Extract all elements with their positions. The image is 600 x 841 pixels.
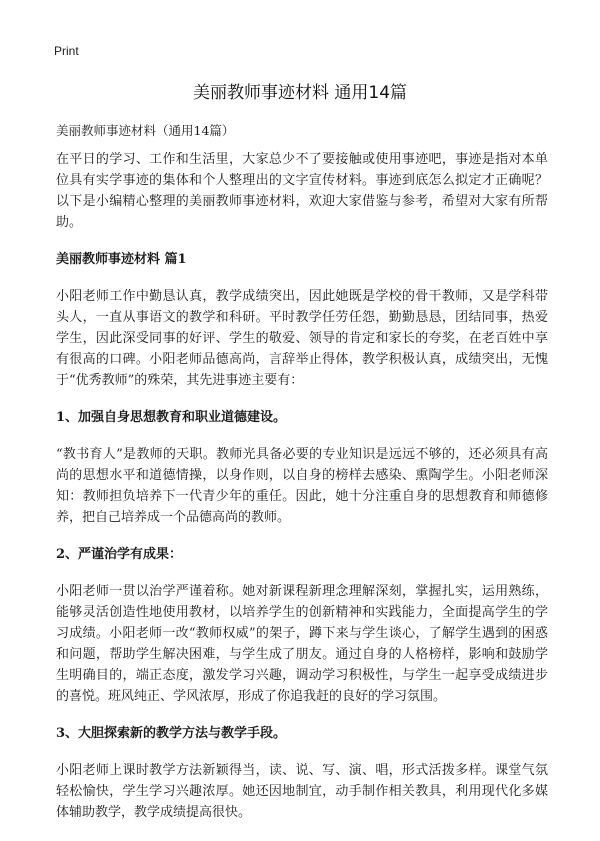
article-heading: 美丽教师事迹材料 篇1 [56, 252, 187, 267]
print-link[interactable]: Print [54, 44, 79, 58]
section-2-heading: 2、严谨治学有成果： [56, 547, 183, 562]
page-title: 美丽教师事迹材料 通用14篇 [192, 83, 408, 103]
article-intro-paragraph: 小阳老师工作中勤恳认真，教学成绩突出，因此她既是学校的骨干教师，又是学科带头人，一直从事语文的教学和科研。平时教学任劳任怨，勤勤恳恳，团结同事，热爱学生，因此深受同事的好评、学生的敬爱、领导的肯定和家长的夸奖，在老百姓中享有很高的口碑。小阳老师品德高尚，言辞举止得体，教学积极认真，成绩突出，无愧于“优秀教师”的殊荣，其先进事迹主要有： [56, 289, 548, 388]
section-3-heading: 3、大胆探索新的教学方法与教学手段。 [56, 726, 287, 741]
section-1-heading: 1、加强自身思想教育和职业道德建设。 [56, 410, 287, 425]
section-3-paragraph: 小阳老师上课时教学方法新颖得当，读、说、写、演、唱，形式活拨多样。课堂气氛轻松愉快，学生学习兴趣浓厚。她还因地制宜，动手制作相关教具，利用现代化多媒体辅助教学，教学成绩提高很快。 [56, 763, 548, 820]
document-subtitle: 美丽教师事迹材料（通用14篇） [56, 123, 235, 138]
section-2-paragraph: 小阳老师一贯以治学严谨着称。她对新课程新理念理解深刻，掌握扎实，运用熟练，能够灵活创造性地使用教材，以培养学生的创新精神和实践能力，全面提高学生的学习成绩。小阳老师一改“教师权威”的架子，蹲下来与学生谈心，了解学生遇到的困惑和问题，帮助学生解决困难，与学生成了朋友。通过自身的人格榜样，影响和鼓励学生明确目的，端正态度，激发学习兴趣，调动学习积极性，与学生一起享受成绩进步的喜悦。班风纯正、学风浓厚，形成了你追我赶的良好的学习氛围。 [56, 584, 548, 704]
document-body [56, 122, 548, 841]
intro-paragraph: 在平日的学习、工作和生活里，大家总少不了要接触或使用事迹吧，事迹是指对本单位具有实学事迹的集体和个人整理出的文字宣传材料。事迹到底怎么拟定才正确呢？以下是小编精心整理的美丽教师事迹材料，欢迎大家借鉴与参考，希望对大家有所帮助。 [56, 152, 548, 230]
section-1-paragraph: “教书育人”是教师的天职。教师光具备必要的专业知识是远远不够的，还必须具有高尚的思想水平和道德情操，以身作则，以自身的榜样去感染、熏陶学生。小阳老师深知：教师担负培养下一代青少年的重任。因此，她十分注重自身的思想教育和师德修养，把自己培养成一个品德高尚的教师。 [56, 447, 548, 525]
